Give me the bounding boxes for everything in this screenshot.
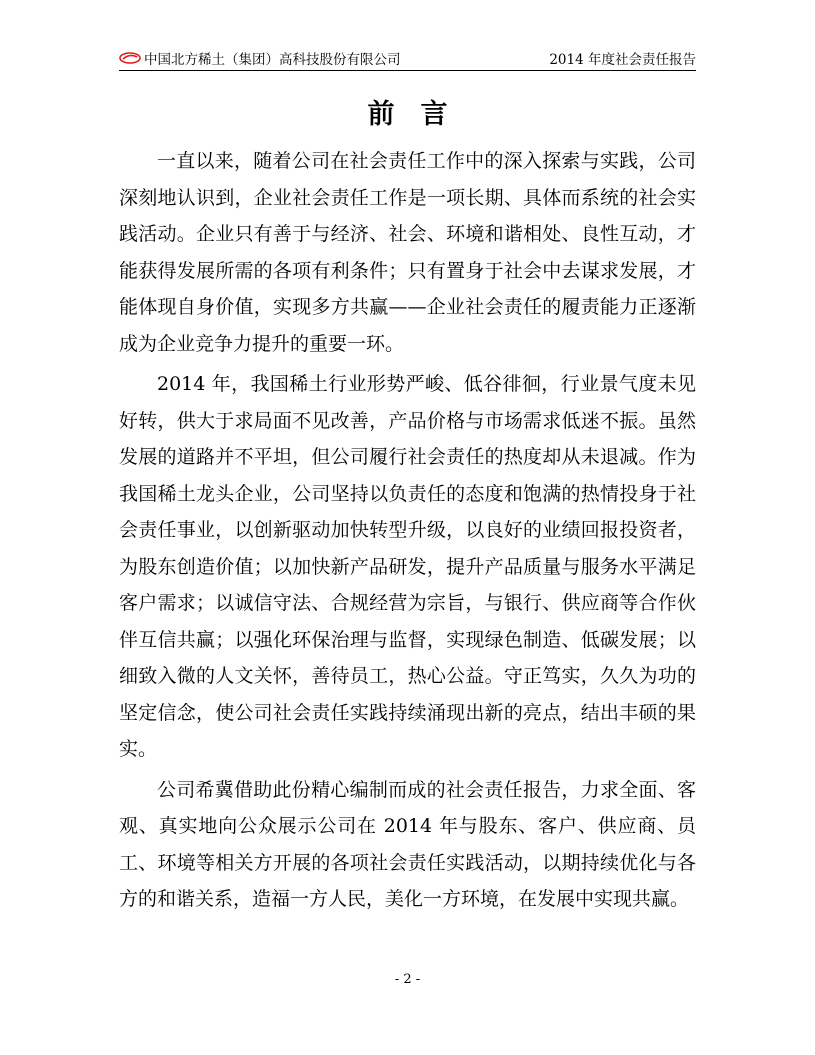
header-report-title: 2014 年度社会责任报告 [549,52,696,68]
paragraph-1: 一直以来，随着公司在社会责任工作中的深入探索与实践，公司深刻地认识到，企业社会责任工作是一项长期、具体而系统的社会实践活动。企业只有善于与经济、社会、环境和谐相处、良性互动，才能获得发展所需的各项有利条件；只有置身于社会中去谋求发展，才能体现自身价值，实现多方共赢——企业社会责任的履责能力正逐渐成为企业竞争力提升的重要一环。 [119,150,696,355]
paragraph-3: 公司希冀借助此份精心编制而成的社会责任报告，力求全面、客观、真实地向公众展示公司在 2014 年与股东、客户、供应商、员工、环境等相关方开展的各项社会责任实践活动，以期持续优化与各方的和谐关系，造福一方人民，美化一方环境，在发展中实现共赢。 [119,778,696,910]
page-header [119,46,696,71]
paragraph-2: 2014 年，我国稀土行业形势严峻、低谷徘徊，行业景气度未见好转，供大于求局面不见改善，产品价格与市场需求低迷不振。虽然发展的道路并不平坦，但公司履行社会责任的热度却从未退减。作为我国稀土龙头企业，公司坚持以负责任的态度和饱满的热情投身于社会责任事业，以创新驱动加快转型升级，以良好的业绩回报投资者，为股东创造价值；以加快新产品研发，提升产品质量与服务水平满足客户需求；以诚信守法、合规经营为宗旨，与银行、供应商等合作伙伴互信共赢；以强化环保治理与监督，实现绿色制造、低碳发展；以细致入微的人文关怀，善待员工，热心公益。守正笃实，久久为功的坚定信念，使公司社会责任实践持续涌现出新的亮点，结出丰硕的果实。 [119,373,696,760]
company-logo-icon [119,52,141,64]
page-title: 前言 [367,99,474,130]
header-company-block [119,48,401,68]
header-company-name: 中国北方稀土（集团）高科技股份有限公司 [144,52,401,68]
page-number: - 2 - [394,972,421,987]
body-text [119,143,696,922]
